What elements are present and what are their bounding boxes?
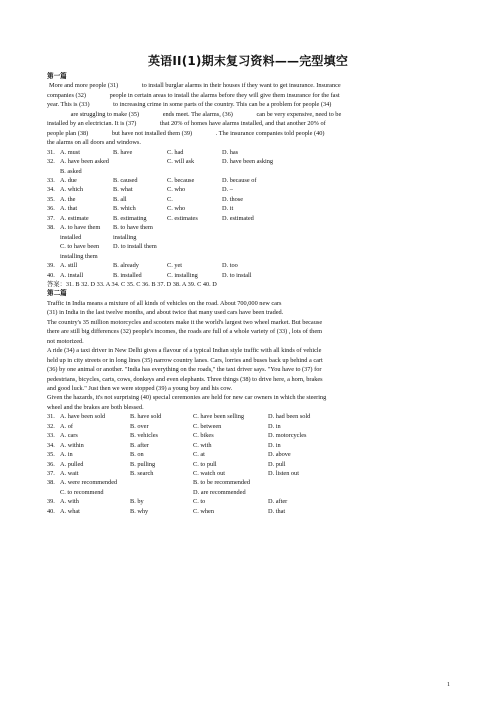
passage-line: wheel and the brakes are both blessed. xyxy=(47,403,144,411)
option-b xyxy=(130,488,193,497)
option-d: D. had been sold xyxy=(268,413,311,421)
option-row xyxy=(47,195,451,204)
option-d: D. in xyxy=(268,441,281,449)
question-number: 39. xyxy=(47,262,55,270)
option-row xyxy=(47,469,451,478)
option-c xyxy=(167,242,222,261)
option-d: D. it xyxy=(222,205,234,213)
option-c: C. when xyxy=(193,507,214,515)
option-row xyxy=(47,214,451,223)
options-1 xyxy=(47,148,451,280)
passage-line: are struggling to make (35) ends meet. The alarms, (36) can be very expensive, need to be xyxy=(69,110,342,118)
option-a: A. pulled xyxy=(60,460,84,468)
option-a: A. of xyxy=(60,422,73,430)
option-row xyxy=(47,157,451,176)
option-c xyxy=(167,223,222,242)
passage-line: companies (32) people in certain areas to install the alarms before they will give them insurance for the fast xyxy=(47,91,340,99)
option-a: A. with xyxy=(60,498,79,506)
option-a: A. what xyxy=(60,507,80,515)
option-d: D. – xyxy=(222,186,233,194)
question-number: 40. xyxy=(47,507,55,515)
option-c: C. to pull xyxy=(193,460,217,468)
option-row xyxy=(47,271,451,280)
option-row xyxy=(47,148,451,157)
passage-line: and good luck." Just then we were stopped (39) a young boy and his cow. xyxy=(47,384,233,392)
option-b: B. after xyxy=(130,441,149,449)
option-d: D. estimated xyxy=(222,214,254,222)
option-b xyxy=(113,157,167,176)
option-row xyxy=(47,450,451,459)
option-d: D. motorcycles xyxy=(268,432,307,440)
option-c: C. to xyxy=(193,498,206,506)
option-d: D. too xyxy=(222,262,238,270)
option-a: A. wait xyxy=(60,470,79,478)
option-row xyxy=(47,431,451,440)
option-a: A. that xyxy=(60,205,78,213)
option-d: D. those xyxy=(222,195,243,203)
question-number xyxy=(47,488,60,497)
passage-1 xyxy=(47,81,451,147)
option-row xyxy=(47,507,451,516)
option-a: A. the xyxy=(60,195,76,203)
option-d: D. that xyxy=(268,507,286,515)
question-number: 38. xyxy=(47,479,55,487)
question-number: 32. xyxy=(47,158,55,166)
option-row xyxy=(47,176,451,185)
page-number: 1 xyxy=(447,682,450,688)
passage-line: year. This is (33) to increasing crime in some parts of the country. This can be a problem for people (34) xyxy=(47,101,332,109)
option-b: B. estimating xyxy=(113,214,147,222)
option-b: B. pulling xyxy=(130,460,156,468)
option-b: B. all xyxy=(113,195,127,203)
option-row xyxy=(47,497,451,506)
option-d: D. to install xyxy=(222,271,252,279)
question-number: 40. xyxy=(47,271,55,279)
option-c: C. will ask xyxy=(167,158,195,166)
option-c: C. have been selling xyxy=(193,413,245,421)
option-a: A. within xyxy=(60,441,84,449)
option-a: A. cars xyxy=(60,432,78,440)
passage-line: Given the hazards, it's not surprising (40) special ceremonies are held for new car owners in which the steering xyxy=(47,394,327,402)
passage-line: A ride (34) a taxi driver in New Delhi gives a flavour of a typical Indian style traffic with all kinds of vehicle xyxy=(47,347,322,355)
option-row xyxy=(47,478,451,487)
page-title: 英语II(1)期末复习资料——完型填空 xyxy=(147,54,349,68)
option-row xyxy=(47,261,451,270)
option-row xyxy=(47,460,451,469)
option-c: C. bikes xyxy=(193,432,214,440)
option-b: D. to install them xyxy=(113,243,157,251)
option-b: B. already xyxy=(113,262,139,270)
option-row xyxy=(47,412,451,421)
option-b: B. why xyxy=(130,507,149,515)
question-number: 31. xyxy=(47,413,55,421)
option-row xyxy=(47,488,451,497)
option-d: D. has xyxy=(222,148,239,156)
option-c: C. yet xyxy=(167,262,183,270)
option-d: D. above xyxy=(268,451,291,459)
option-c: C. xyxy=(167,195,173,203)
passage-line: installed by an electrician. It is (37) that 20% of homes have alarms installed, and that another 20% of xyxy=(47,120,326,128)
passage-line: The country's 35 million motorcycles and scooters make it the world's largest two wheel market. But because xyxy=(47,318,323,326)
option-a: C. to have been installing them xyxy=(60,243,100,260)
answer-key: 答案：31. B 32. D 33. A 34. C 35. C 36. B 37. D 38. A 39. C 40. D xyxy=(47,280,217,288)
option-row xyxy=(47,185,451,194)
option-a: A. which xyxy=(60,186,84,194)
option-c: C. installing xyxy=(167,271,198,279)
option-a: A. must xyxy=(60,148,80,156)
option-row xyxy=(47,441,451,450)
option-b: B. search xyxy=(130,470,154,478)
option-b: B. which xyxy=(113,205,136,213)
option-a: A. have been asked B. asked xyxy=(60,158,109,175)
option-c: D. are recommended xyxy=(193,488,246,496)
option-a: A. were recommended xyxy=(60,479,118,487)
option-d: D. pull xyxy=(268,460,286,468)
option-a: A. to have them installed xyxy=(60,224,101,241)
option-a: A. still xyxy=(60,262,78,270)
options-2 xyxy=(47,412,451,516)
question-number: 31. xyxy=(47,148,55,156)
option-a: A. in xyxy=(60,451,73,459)
question-number: 34. xyxy=(47,441,55,449)
passage-line: pedestrians, bicycles, carts, cows, donkeys and even elephants. Three things (38) to drive here, a horn, brakes xyxy=(47,375,323,383)
section-heading: 第二篇 xyxy=(47,289,67,298)
option-d: D. because of xyxy=(222,176,257,184)
option-row xyxy=(47,422,451,431)
option-d: D. in xyxy=(268,422,281,430)
option-b: B. over xyxy=(130,422,149,430)
option-row xyxy=(47,223,451,242)
question-number xyxy=(47,242,60,261)
option-a: A. install xyxy=(60,271,84,279)
section-heading: 第一篇 xyxy=(47,72,67,80)
option-a: C. to recommend xyxy=(60,488,104,496)
passage-2 xyxy=(47,299,451,412)
option-b: B. what xyxy=(113,186,133,194)
document-body xyxy=(47,72,451,516)
question-number: 33. xyxy=(47,176,55,184)
question-number: 37. xyxy=(47,470,55,478)
question-number: 36. xyxy=(47,205,55,213)
passage-line: (31) in India in the last twelve months, and about twice that many used cars have been traded. xyxy=(47,309,284,317)
option-c: C. estimates xyxy=(167,214,198,222)
option-c: C. between xyxy=(193,422,222,430)
question-number: 33. xyxy=(47,432,55,440)
option-row xyxy=(47,242,451,261)
passage-line: (36) by one animal or another. "India has everything on the roads," the taxi driver says. "You have to (37) for xyxy=(47,366,322,374)
option-d: D. listen out xyxy=(268,470,299,478)
option-row xyxy=(47,204,451,213)
option-d: D. after xyxy=(268,498,288,506)
option-c: C. who xyxy=(167,186,186,194)
question-number: 37. xyxy=(47,214,55,222)
option-b: B. have xyxy=(113,148,133,156)
option-b: B. installed xyxy=(113,271,142,279)
option-b xyxy=(130,478,193,487)
option-c: C. because xyxy=(167,176,195,184)
question-number: 38. xyxy=(47,224,55,232)
passage-line: held up in city streets or in long lines (35) narrow country lanes. Cars, lorries and buses back up behind a cart xyxy=(47,356,323,364)
option-c: C. who xyxy=(167,205,186,213)
passage-line: the alarms on all doors and windows. xyxy=(47,139,141,147)
option-c: C. with xyxy=(193,441,212,449)
option-d: D. have been asking xyxy=(222,158,274,166)
option-c: C. at xyxy=(193,451,205,459)
question-number: 36. xyxy=(47,460,55,468)
question-number: 35. xyxy=(47,195,55,203)
passage-line: there are still big differences (32) people's incomes, the roads are full of a whole variety of (33) , lots of them xyxy=(47,328,323,336)
passage-line: More and more people (31) to install burglar alarms in their houses if they want to get insurance. Insurance xyxy=(49,82,341,90)
passage-line: Traffic in India means a mixture of all kinds of vehicles on the road. About 700,000 new cars xyxy=(47,299,282,307)
question-number: 39. xyxy=(47,498,55,506)
option-a: A. estimate xyxy=(60,214,89,222)
option-b: B. on xyxy=(130,451,144,459)
option-b: B. to have them installing xyxy=(113,224,153,241)
option-a: A. due xyxy=(60,176,77,184)
option-c: C. watch out xyxy=(193,470,226,478)
option-a: A. have been sold xyxy=(60,413,106,421)
question-number: 35. xyxy=(47,451,55,459)
question-number: 34. xyxy=(47,186,55,194)
option-b: B. vehicles xyxy=(130,432,158,440)
option-b: B. have sold xyxy=(130,413,162,421)
option-c: C. had xyxy=(167,148,184,156)
passage-line: not motorized. xyxy=(47,337,84,345)
question-number: 32. xyxy=(47,422,55,430)
option-b: B. by xyxy=(130,498,144,506)
option-c: B. to be recommended xyxy=(193,479,251,487)
passage-line: people plan (38) but have not installed them (39) . The insurance companies told people (40) xyxy=(47,129,325,137)
option-b: B. caused xyxy=(113,176,138,184)
